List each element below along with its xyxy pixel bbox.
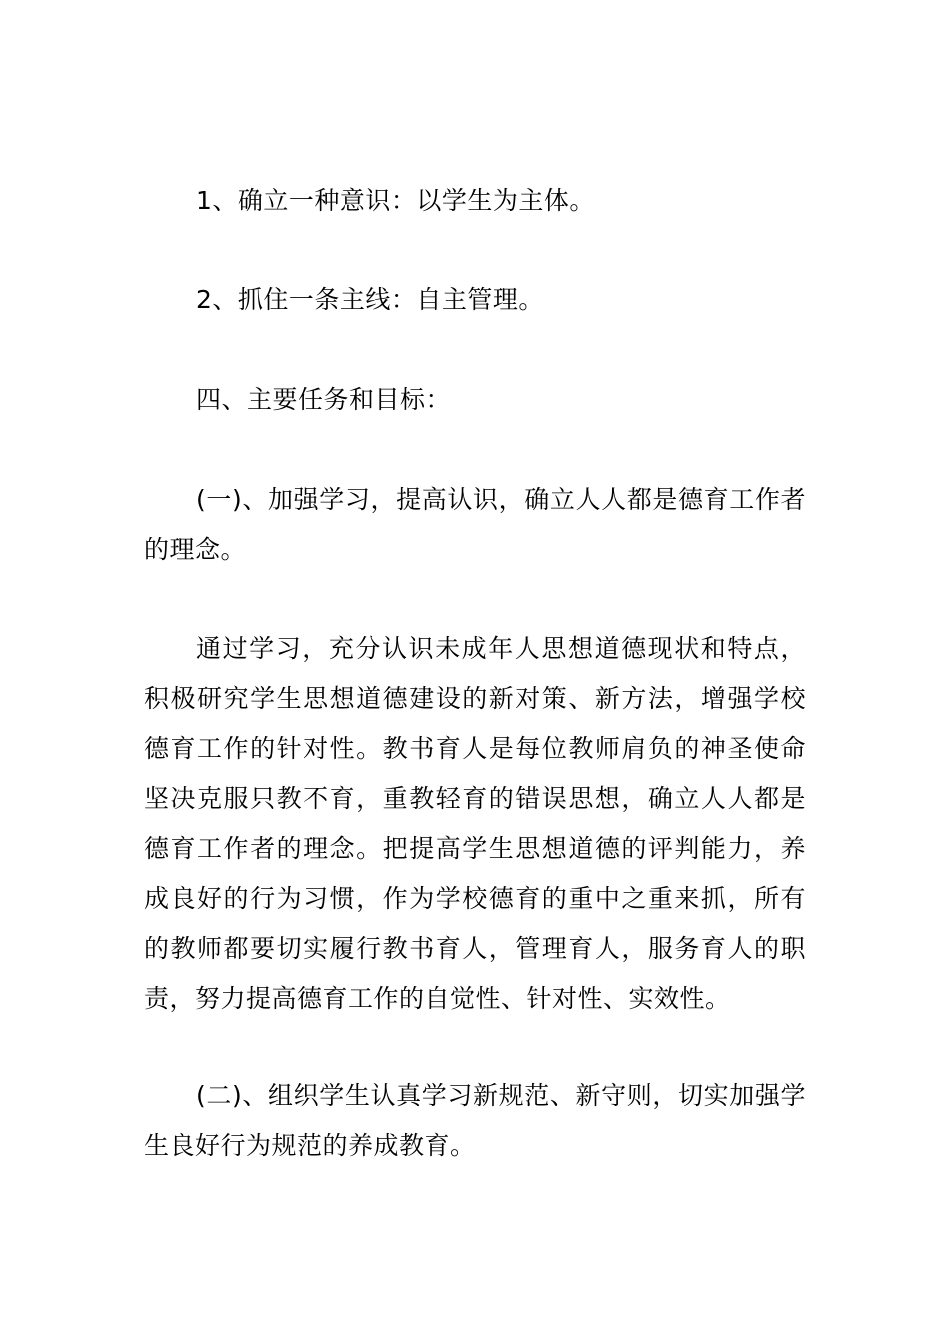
text-line: 的理念。 — [144, 535, 247, 564]
text-line: (一)、加强学习，提高认识，确立人人都是德育工作者 — [196, 485, 806, 514]
paragraph-consciousness — [144, 176, 806, 226]
text-line: 坚决克服只教不育，重教轻育的错误思想，确立人人都是 — [144, 784, 806, 813]
section-heading-tasks — [144, 375, 806, 425]
text-line: 四、主要任务和目标： — [196, 385, 452, 414]
text-line: 德育工作的针对性。教书育人是每位教师肩负的神圣使命 — [144, 734, 806, 763]
text-line: 积极研究学生思想道德建设的新对策、新方法，增强学校 — [144, 684, 806, 713]
subheading-one — [144, 475, 806, 575]
text-line: 的教师都要切实履行教书育人，管理育人，服务育人的职 — [144, 934, 806, 963]
text-line: 1、确立一种意识：以学生为主体。 — [196, 186, 595, 215]
paragraph-main-line — [144, 275, 806, 325]
text-line: 通过学习，充分认识未成年人思想道德现状和特点， — [196, 634, 806, 663]
text-line: (二)、组织学生认真学习新规范、新守则，切实加强学 — [196, 1081, 806, 1110]
subheading-two — [144, 1071, 806, 1171]
text-line: 2、抓住一条主线：自主管理。 — [196, 285, 544, 314]
text-line: 责，努力提高德育工作的自觉性、针对性、实效性。 — [144, 984, 731, 1013]
text-line: 成良好的行为习惯，作为学校德育的重中之重来抓，所有 — [144, 884, 806, 913]
body-paragraph — [144, 624, 806, 1024]
text-line: 生良好行为规范的养成教育。 — [144, 1131, 476, 1160]
text-line: 德育工作者的理念。把提高学生思想道德的评判能力，养 — [144, 834, 806, 863]
